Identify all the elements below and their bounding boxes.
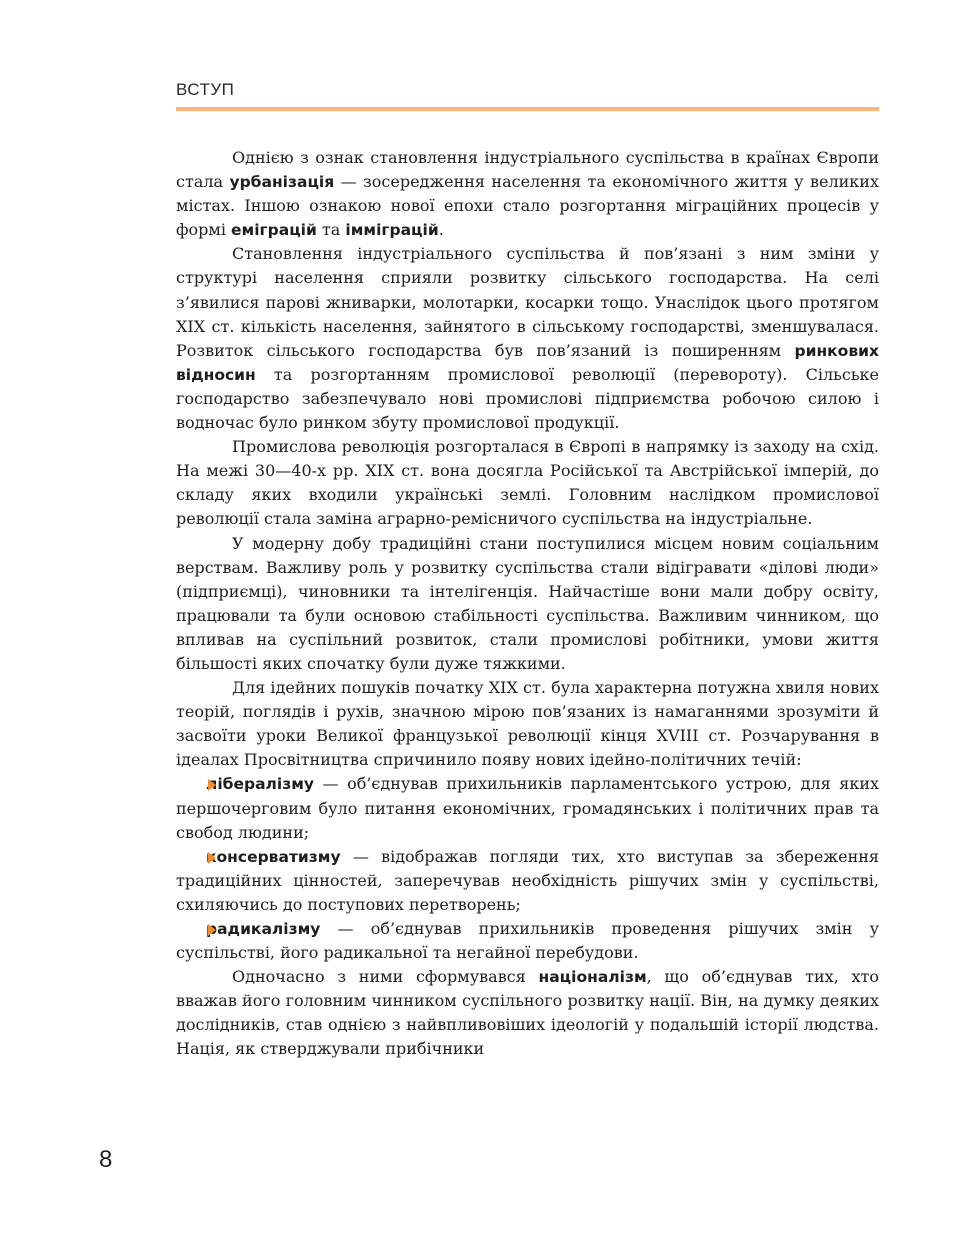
text-run: Становлення індустріального суспільства й пов’язані з ним зміни у структурі населення сприяли розвитку сільського господарства. На селі з’явилися парові жниварки, молотарки, косарки тощо. Унаслідок цього протягом XIX ст. кількість населення, зайнятого в сільському господарстві, зменшувалася. Розвиток сільського господарства був пов’язаний із поширенням: [176, 244, 879, 360]
key-term: ринкових відносин: [176, 341, 879, 384]
key-term: урбанізація: [229, 173, 335, 192]
text-run: У модерну добу традиційні стани поступилися місцем новим соціальним верствам. Важливу роль у розвитку суспільства стали відігравати «ділові люди» (підприємці), чиновники та інтелігенція. Найчастіше вони мали добру освіту, працювали та були основою стабільності суспільства. Важливим чинником, що впливав на суспільний розвиток, стали промислові робітники, умови життя більшості яких спочатку були дуже тяжкими.: [176, 533, 879, 673]
page-body: [176, 146, 879, 1062]
text-run: — відображав погляди тих, хто виступав за збереження традиційних цінностей, заперечував необхідність рішучих змін у суспільстві, схиляючись до поступових перетворень;: [176, 846, 879, 914]
bullet-triangle-icon: [208, 779, 216, 791]
text-run: та: [316, 220, 346, 240]
key-term: радикалізму: [206, 920, 321, 938]
bullet-item-radicalism: [176, 917, 879, 965]
paragraph-5: [176, 676, 879, 772]
paragraph-closing: [176, 965, 879, 1061]
key-term: націоналізм: [538, 968, 647, 987]
bullet-text: [176, 772, 879, 844]
paragraph-3: [176, 435, 879, 531]
text-run: та розгортанням промислової революції (перевороту). Сільське господарство забезпечувало нові промислові підприємства робочою силою і водночас було ринком збуту промислової продукції.: [176, 364, 879, 433]
text-run: — зосередження населення та економічного життя у великих містах. Іншою ознакою нової епохи стало розгортання міграційних процесів у формі: [176, 172, 879, 240]
text-run: Однією з ознак становлення індустріального суспільства в країнах Європи стала: [176, 148, 879, 192]
text-run: .: [438, 220, 444, 240]
paragraph-4: [176, 532, 879, 677]
bullet-item-conservatism: [176, 845, 879, 917]
paragraph-2: [176, 242, 879, 435]
bullet-triangle-icon: [208, 852, 216, 864]
bullet-text: [176, 917, 879, 965]
bullet-triangle-icon: [208, 924, 216, 936]
text-run: Для ідейних пошуків початку XIX ст. була характерна потужна хвиля нових теорій, поглядів і рухів, значною мірою пов’язаних із намаганнями зрозуміти й засвоїти уроки Великої французької революції кінця XVIII ст. Розчарування в ідеалах Просвітництва спричинило появу нових ідейно-політичних течій:: [176, 678, 879, 770]
bullet-item-liberalism: [176, 772, 879, 844]
key-term: лібералізму: [206, 775, 315, 794]
page-number: 8: [99, 1146, 113, 1173]
text-run: — об’єднував прихильників проведення рішучих змін у суспільстві, його радикальної та негайної перебудови.: [176, 919, 879, 963]
text-run: Одночасно з ними сформувався: [232, 967, 539, 987]
bullet-text: [176, 845, 879, 917]
header-divider: [176, 107, 879, 111]
text-run: , що об’єднував тих, хто вважав його головним чинником суспільного розвитку нації. Він, на думку деяких дослідників, став однією з найвпливовіших ідеологій у подальшій історії людства. Нація, як стверджували прибічники: [176, 967, 879, 1059]
key-term: імміграцій: [345, 221, 439, 240]
key-term: еміграцій: [231, 221, 317, 240]
section-header: ВСТУП: [176, 80, 235, 99]
text-run: — об’єднував прихильників парламентського устрою, для яких першочерговим було питання економічних, громадянських і політичних прав та свобод людини;: [176, 774, 879, 842]
paragraph-1: [176, 146, 879, 242]
key-term: консерватизму: [206, 847, 341, 866]
text-run: Промислова революція розгорталася в Європі в напрямку із заходу на схід. На межі 30—40-х рр. XIX ст. вона досягла Російської та Австрійської імперій, до складу яких входили українські землі. Головним наслідком промислової революції стала заміна аграрно-ремісничого суспільства на індустріальне.: [176, 437, 879, 529]
